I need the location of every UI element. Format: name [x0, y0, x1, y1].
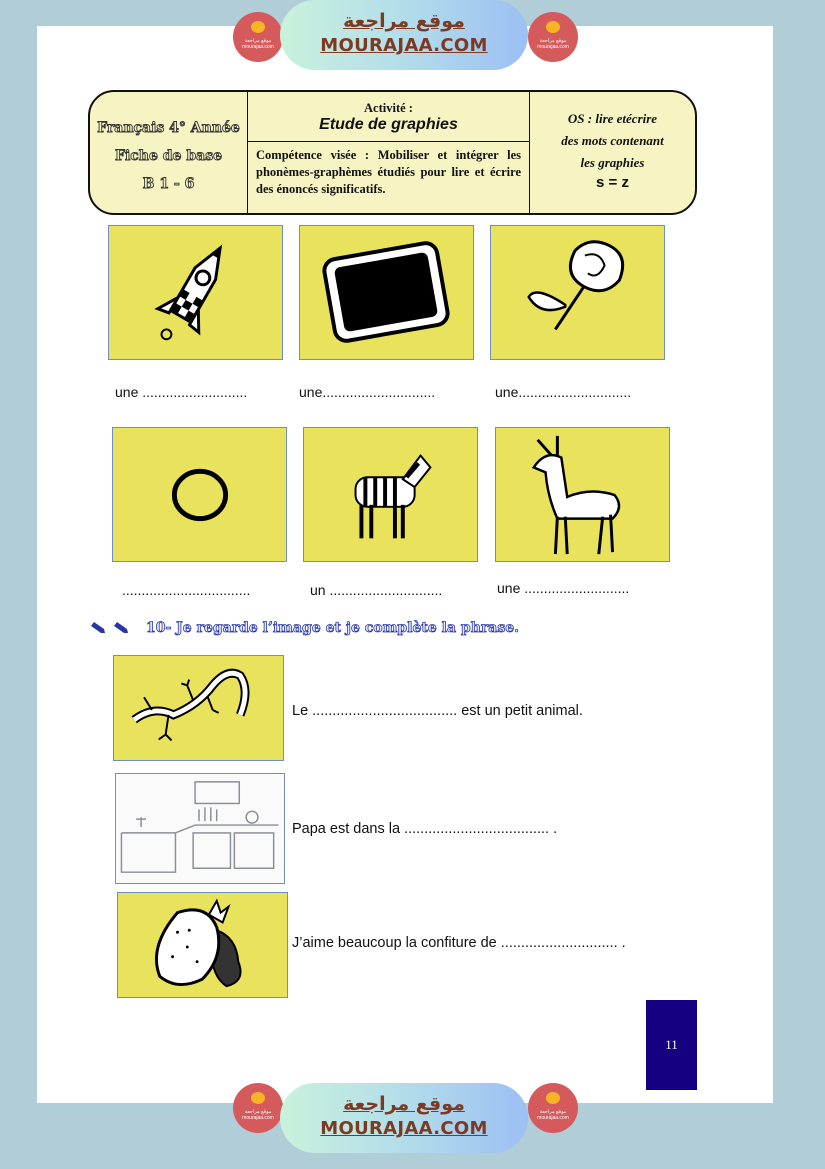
header-activity — [248, 92, 530, 213]
answer-blank-gazelle[interactable]: une ........................... — [497, 580, 630, 596]
brand-arabic-text: موقع مراجعة — [343, 10, 465, 32]
book-logo-icon — [251, 21, 265, 33]
brand-logo-right-bottom[interactable]: موقع مراجعة mourajaa.com — [528, 1083, 578, 1133]
answer-blank-slate[interactable]: une............................. — [299, 384, 436, 400]
kitchen-image — [115, 773, 285, 884]
book-logo-icon — [546, 1092, 560, 1104]
gazelle-image — [495, 427, 670, 562]
brand-site-link[interactable]: MOURAJAA.COM — [320, 1118, 488, 1139]
brand-arabic-text: موقع مراجعة — [343, 1093, 465, 1115]
book-logo-icon — [546, 21, 560, 33]
brand-banner-top[interactable] — [280, 0, 528, 70]
brand-logo-left-top[interactable]: موقع مراجعة mourajaa.com — [233, 12, 283, 62]
strawberry-image — [117, 892, 288, 998]
pencil-icon — [113, 621, 131, 635]
activity-label: Activité : — [364, 101, 413, 115]
header-course-info: Français 4° Année Fiche de base B 1 - 6 — [90, 92, 248, 213]
sentence-kitchen[interactable]: Papa est dans la .................................... . — [292, 821, 558, 837]
lizard-image — [113, 655, 284, 761]
pencil-icon — [90, 621, 108, 635]
activity-title: Etude de graphies — [319, 116, 458, 133]
brand-banner-bottom[interactable] — [280, 1083, 528, 1153]
brand-site-link[interactable]: MOURAJAA.COM — [320, 35, 488, 56]
zero-circle-image — [112, 427, 287, 562]
sentence-strawberry[interactable]: J’aime beaucoup la confiture de ............................. . — [292, 935, 626, 951]
book-logo-icon — [251, 1092, 265, 1104]
page-number: 11 — [646, 1000, 697, 1090]
slate-image — [299, 225, 474, 360]
answer-blank-rocket[interactable]: une ........................... — [115, 384, 248, 400]
answer-blank-rose[interactable]: une............................. — [495, 384, 632, 400]
answer-blank-zero[interactable]: ................................. — [122, 582, 251, 598]
answer-blank-zebra[interactable]: un ............................. — [310, 582, 443, 598]
zebra-image — [303, 427, 478, 562]
rocket-image — [108, 225, 283, 360]
header-objective: OS : lire etécrire des mots contenant les graphies s = z — [530, 92, 695, 213]
brand-logo-left-bottom[interactable]: موقع مراجعة mourajaa.com — [233, 1083, 283, 1133]
graphies-s-z: s = z — [596, 174, 629, 191]
worksheet-header — [88, 90, 697, 215]
sentence-lizard[interactable]: Le .................................... est un petit animal. — [292, 703, 583, 719]
competence-text: Compétence visée : Mobiliser et intégrer les phonèmes-graphèmes étudiés pour lire et écrire des énoncés significatifs. — [256, 148, 521, 196]
exercise-instruction: 10- Je regarde l’image et je complète la phrase. — [90, 620, 519, 636]
rose-image — [490, 225, 665, 360]
brand-logo-right-top[interactable]: موقع مراجعة mourajaa.com — [528, 12, 578, 62]
